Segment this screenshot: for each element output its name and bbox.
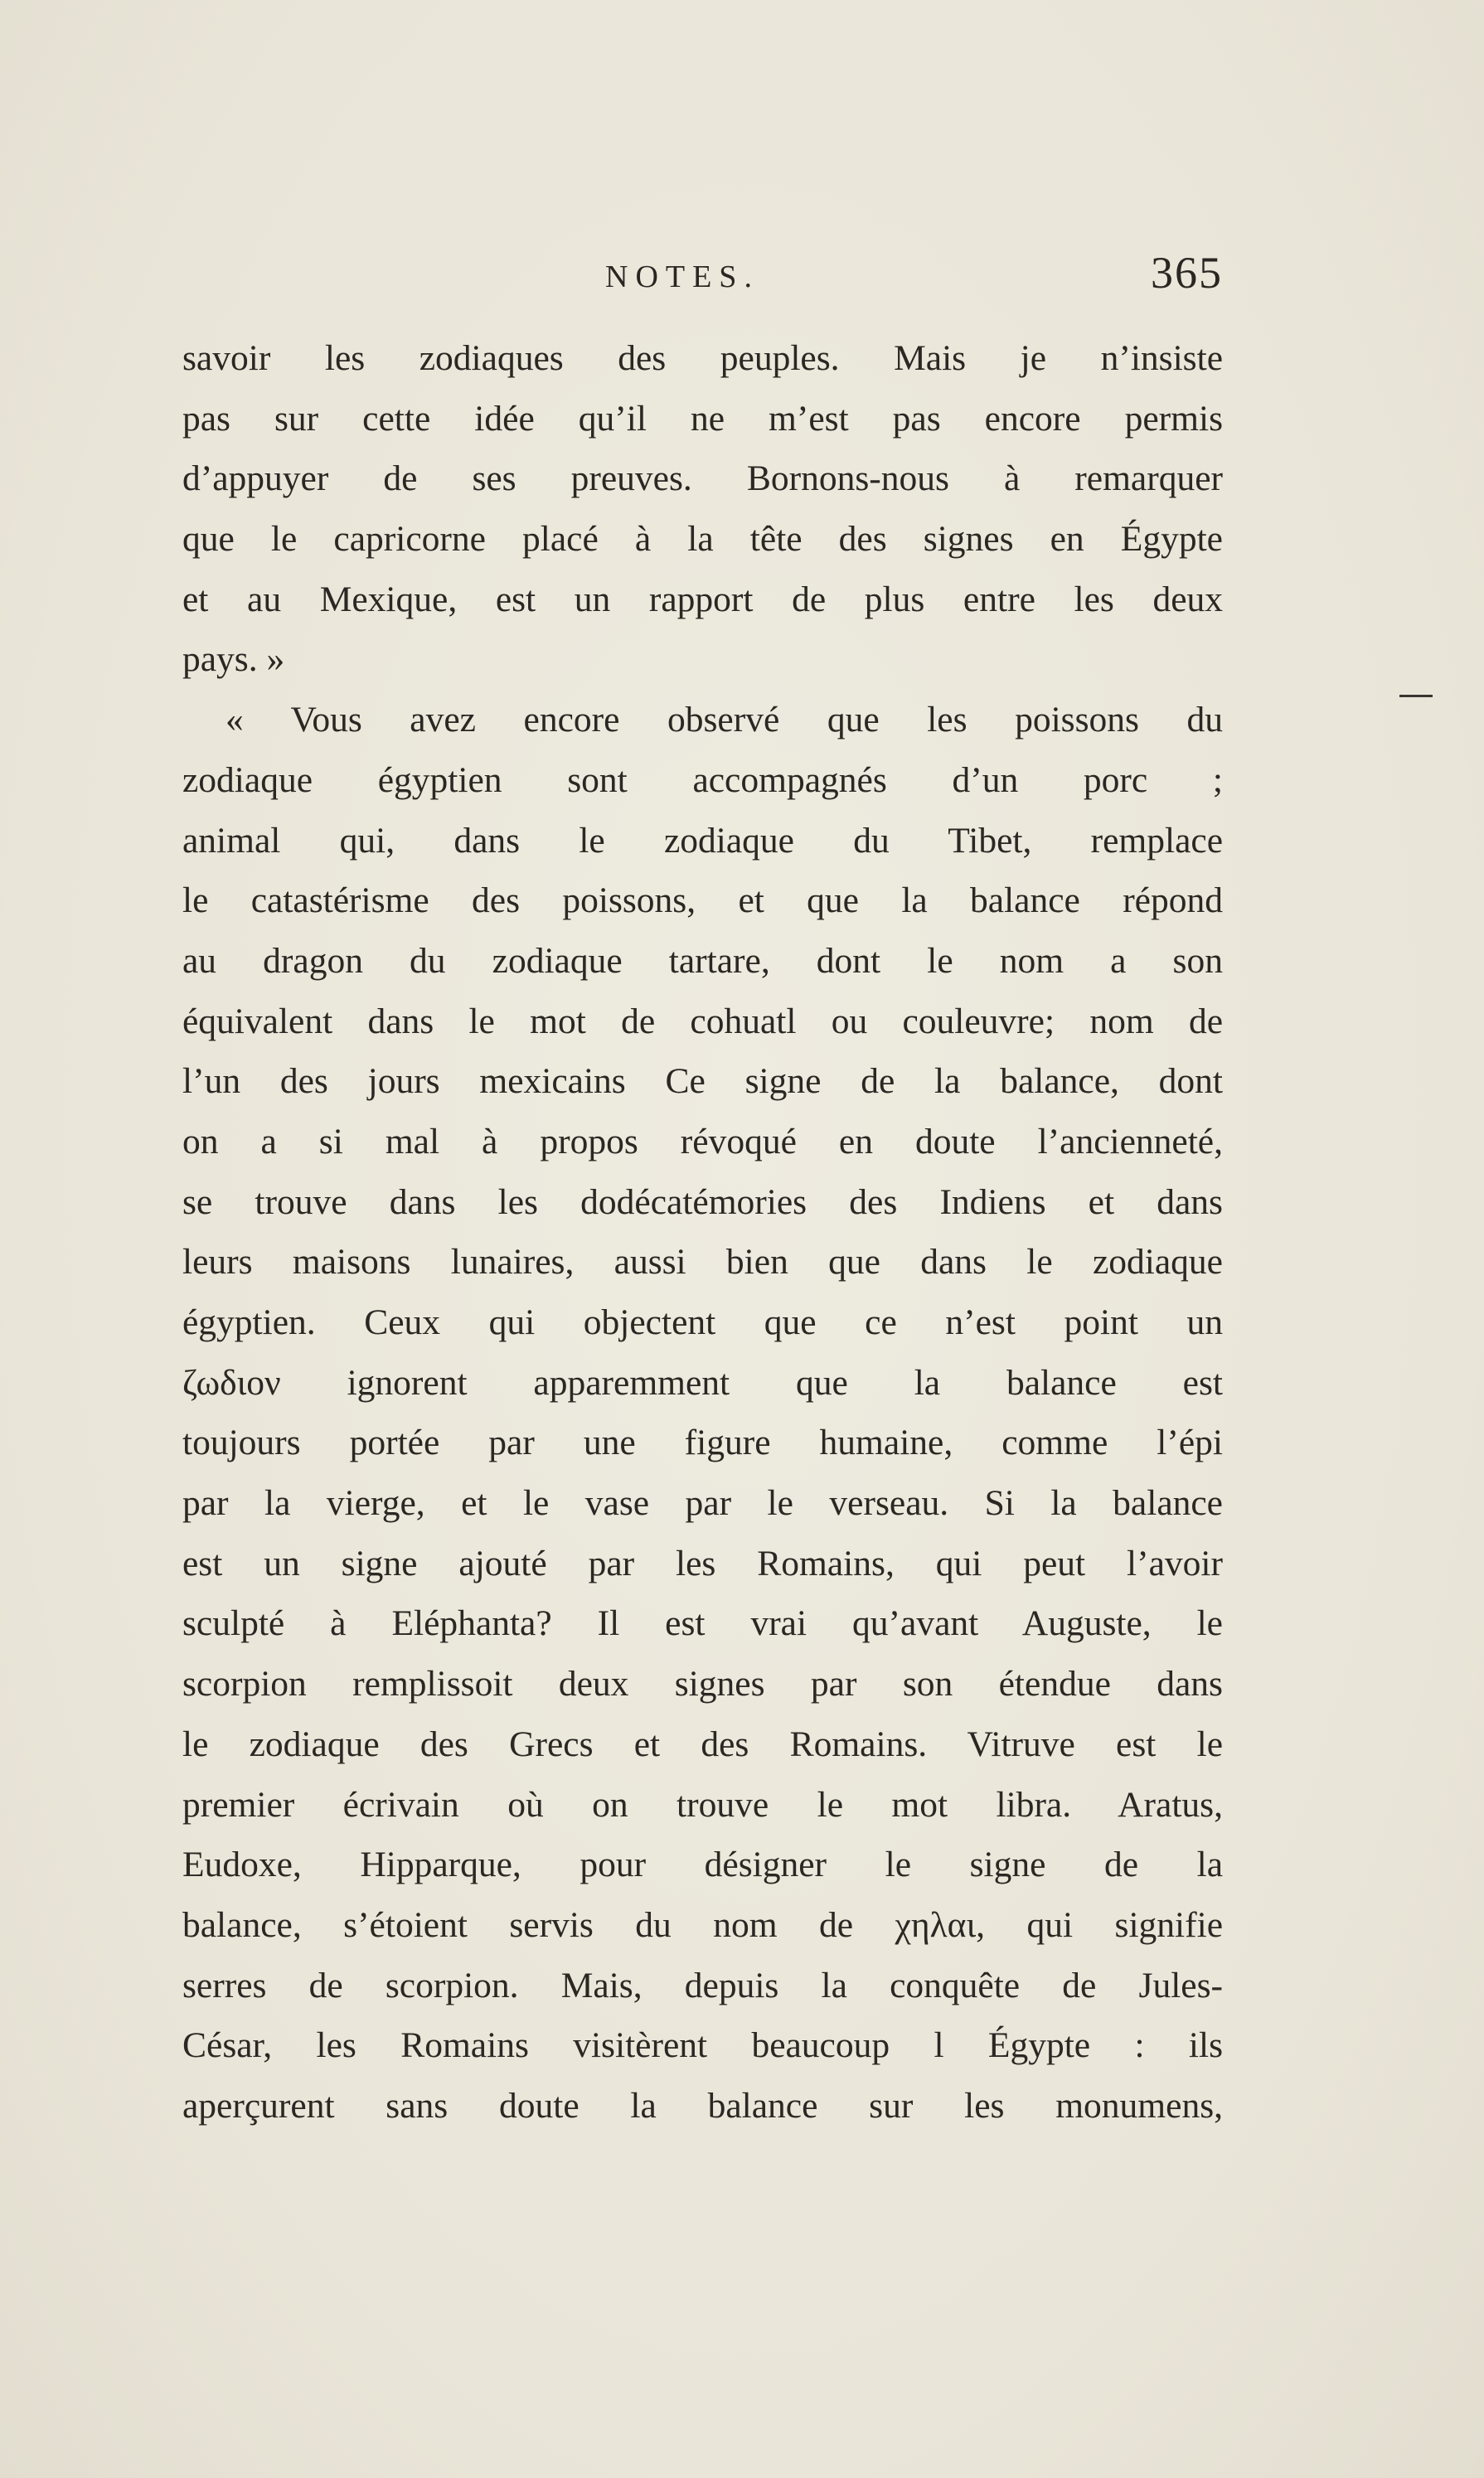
text-line: le catastérisme des poissons, et que la balance répond [182,880,1223,921]
text-line: d’appuyer de ses preuves. Bornons-nous à remarquer [182,458,1223,499]
text-line: César, les Romains visitèrent beaucoup l Égypte : ils [182,2025,1223,2066]
text-line: leurs maisons lunaires, aussi bien que dans le zodiaque [182,1242,1223,1283]
text-line: l’un des jours mexicains Ce signe de la balance, dont [182,1061,1223,1102]
text-line: et au Mexique, est un rapport de plus entre les deux [182,579,1223,619]
page-header [182,245,1223,303]
margin-mark [1399,695,1433,697]
text-line: est un signe ajouté par les Romains, qui peut l’avoir [182,1543,1223,1583]
text-line: balance, s’étoient servis du nom de χηλαι, qui signifie [182,1904,1223,1945]
text-line: Eudoxe, Hipparque, pour désigner le signe de la [182,1845,1223,1885]
text-line: premier écrivain où on trouve le mot libra. Aratus, [182,1784,1223,1825]
text-line: animal qui, dans le zodiaque du Tibet, remplace [182,820,1223,861]
text-line: équivalent dans le mot de cohuatl ou couleuvre; nom de [182,1001,1223,1041]
text-line: savoir les zodiaques des peuples. Mais je n’insiste [182,338,1223,378]
text-line: le zodiaque des Grecs et des Romains. Vitruve est le [182,1724,1223,1764]
text-line: que le capricorne placé à la tête des signes en Égypte [182,519,1223,560]
text-line: aperçurent sans doute la balance sur les monumens, [182,2085,1223,2126]
page-number: 365 [1151,248,1223,298]
text-line: scorpion remplissoit deux signes par son étendue dans [182,1664,1223,1705]
body-text [182,328,1223,2136]
running-head: NOTES. [605,259,759,294]
text-line: on a si mal à propos révoqué en doute l’ancienneté, [182,1121,1223,1161]
text-line: par la vierge, et le vase par le verseau. Si la balance [182,1483,1223,1524]
text-line: ζωδιον ignorent apparemment que la balance est [182,1362,1223,1403]
text-line: se trouve dans les dodécatémories des Indiens et dans [182,1181,1223,1222]
text-line: pas sur cette idée qu’il ne m’est pas encore permis [182,398,1223,439]
text-line: « Vous avez encore observé que les poissons du [226,700,1223,740]
text-line: zodiaque égyptien sont accompagnés d’un porc ; [182,759,1223,800]
text-line: sculpté à Eléphanta? Il est vrai qu’avant Auguste, le [182,1603,1223,1644]
text-line: pays. » [182,639,285,680]
text-line: serres de scorpion. Mais, depuis la conquête de Jules- [182,1965,1223,2005]
text-line: égyptien. Ceux qui objectent que ce n’est point un [182,1302,1223,1342]
text-line: toujours portée par une figure humaine, comme l’épi [182,1423,1223,1463]
text-line: au dragon du zodiaque tartare, dont le nom a son [182,940,1223,981]
